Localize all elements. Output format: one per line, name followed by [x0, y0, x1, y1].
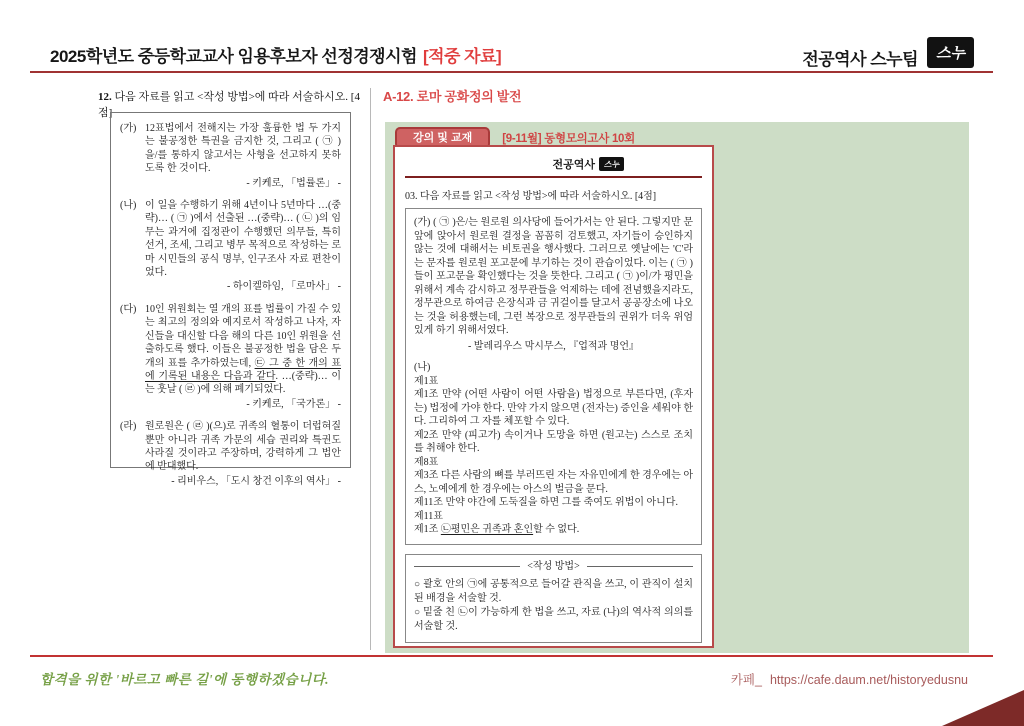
passage-da-label: (다) [120, 303, 137, 315]
card-snu-logo [599, 157, 624, 171]
answer-topic-title: A-12. 로마 공화정의 발전 [383, 89, 522, 104]
table8-article3: 제3조 다른 사람의 뼈를 부러뜨린 자는 자유민에게 한 경우에는 아스, 노예에게 한 경우에는 아스의 벌금을 문다. [414, 470, 693, 495]
card-brand-name: 전공역사 [552, 159, 595, 171]
passage-ra [120, 420, 341, 488]
card-brand-row [405, 154, 702, 178]
snu-logo-text: 스누 [936, 45, 965, 62]
card-passage-na-label: (나) [414, 362, 431, 373]
table11-article1-underlined: ㉡평민은 귀족과 혼인 [440, 524, 534, 535]
page-title [50, 42, 501, 67]
card-passage-box [405, 208, 702, 545]
passage-da-underlined: ㉢ 그 중 한 개의 표에 기록된 내용은 다음과 같다 [145, 357, 341, 382]
passage-ra-source: - 리비우스, 「도시 창건 이후의 역사」 - [171, 475, 341, 487]
question-03: 03. 다음 자료를 읽고 <작성 방법>에 따라 서술하시오. [4점] [405, 191, 657, 202]
column-divider [370, 88, 371, 650]
footer-divider [30, 655, 993, 657]
passage-na-text: 이 일을 수행하기 위해 4년이나 5년마다 …(중략)… ( ㉠ )에서 선출된 …(중략)… ( ㉡ )의 임무는 과거에 집정관이 수행했던 의무들, 특히 선거, 조세, 그리고 병무 목적으로 작성하는 로마 시민들의 공식 명부, 인구조사 자료 편찬이었다. [145, 200, 341, 279]
passage-na-label: (나) [120, 200, 137, 212]
passage-ra-label: (라) [120, 421, 137, 433]
card-passage-ga-source: - 발레리우스 막시무스, 『업적과 명언』 [467, 340, 640, 352]
mock-exam-info: [9-11월] 동형모의고사 10회 [502, 133, 635, 145]
header-divider [30, 71, 993, 73]
writing-method-title: <작성 방법> [527, 560, 580, 572]
passage-da-source: - 키케로, 「국가론」 - [246, 398, 341, 410]
exam-title-highlight: [적중 자료] [422, 47, 502, 66]
mock-exam-card [393, 145, 714, 648]
table1-heading: 제1표 [414, 375, 439, 387]
passage-ga [120, 122, 341, 190]
reference-panel [385, 122, 969, 653]
table1-article2: 제2조 만약 (피고가) 속이거나 도망을 하면 (원고는) 스스로 조치를 취해야 한다. [414, 429, 693, 454]
card-passage-ga: (가) ( ㉠ )은/는 원로원 의사당에 들어가서는 안 된다. 그렇지만 문 앞에 앉아서 원로원 결정을 꼼꼼히 검토했고, 자기들이 승인하지 않는 것에 대해서는 비토권을 행사했다. 그러므로 옛날에는 'C'라는 문자를 원로원 포고문에 부기하는 것이 관습이었다. 이는 ( ㉠ )들이 포고문을 확인했다는 것을 뜻한다. 그리고 ( ㉠ )이/가 평민을 위해서 계속 감시하고 정무관들을 억제하는 데에 전념했을지라도, 정무관으로 하여금 은장식과 금 귀걸이를 달고서 공공장소에 나오는 것을 허용했는데, 그런 복장으로 정무관들의 권위가 더욱 위엄 있게 하기 위해서였다. [414, 217, 693, 336]
cafe-label: 카페_ [730, 673, 762, 687]
table11-article1-post: 할 수 없다. [533, 524, 580, 535]
passage-da-text-post: . …(중략)… 이는 훗날 ( ㉣ )에 의해 폐기되었다. [145, 370, 341, 396]
lecture-material-badge: 강의 및 교재 [395, 127, 490, 149]
title-rule-left [414, 566, 520, 567]
passage-da [120, 303, 341, 411]
footer-cafe [731, 670, 968, 688]
passage-na-source: - 하이켈하임, 「로마사」 - [227, 281, 341, 293]
left-passage-box [110, 112, 351, 487]
title-rule-right [587, 566, 693, 567]
card-snu-logo-text: 스누 [603, 159, 620, 169]
passage-ra-text: 원로원은 ( ㉣ )(으)로 귀족의 혈통이 더럽혀질 뿐만 아니라 귀족 가문의 세습 권리와 특권도 사라질 것이라고 주장하며, 강력하게 그 법안에 반대했다. [145, 421, 341, 473]
table8-article11: 제11조 만약 야간에 도둑질을 하면 그를 죽여도 위법이 아니다. [414, 497, 678, 508]
question-12-number: 12. [98, 91, 112, 103]
question-12-text: 다음 자료를 읽고 <작성 방법>에 따라 서술하시오. [4점] [98, 91, 360, 119]
footer-slogan: 합격을 위한 '바르고 빠른 길'에 동행하겠습니다. [40, 672, 330, 687]
passage-ga-text: 12표법에서 전해지는 가장 훌륭한 법 두 가지는 불공정한 특권을 금지한 것, 그리고 ( ㉠ )을/를 통하지 않고서는 사형을 선고하지 못하도록 한 것이다. [145, 123, 341, 175]
table1-article1: 제1조 만약 (어떤 사람이 어떤 사람을) 법정으로 부른다면, (후자는) 법정에 가야 한다. 만약 가지 않으면 (전자는) 증인을 세워야 한다. 그리하여 그 자를 체포할 수 있다. [414, 389, 693, 427]
table11-heading: 제11표 [414, 510, 443, 522]
exam-title: 2025학년도 중등학교교사 임용후보자 선정경쟁시험 [50, 47, 417, 66]
writing-method-box [405, 554, 702, 643]
passage-na [120, 199, 341, 294]
snu-logo [927, 37, 974, 68]
table11-article1 [414, 523, 693, 537]
team-name: 전공역사 스누팀 [802, 50, 918, 69]
writing-method-item-1: ○ 괄호 안의 ㉠에 공통적으로 들어갈 관직을 쓰고, 이 관직이 설치된 배경을 서술할 것. [414, 578, 693, 604]
writing-method-title-row [414, 560, 693, 574]
cafe-url[interactable]: https://cafe.daum.net/historyedusnu [769, 673, 968, 687]
passage-ga-source: - 키케로, 「법률론」 - [246, 177, 341, 189]
table11-article1-pre: 제1조 [414, 524, 441, 535]
table8-heading: 제8표 [414, 456, 439, 468]
passage-da-text-pre: 10인 위원회는 열 개의 표를 법률이 가질 수 있는 최고의 정의와 예지로서 작성하고 나자, 자신들을 대신할 다음 해의 다른 10인 위원을 선출하도록 했다. 이들은 불공정한 법을 담은 두 개의 표를 추가하였는데, [145, 303, 341, 369]
passage-ga-label: (가) [120, 123, 137, 134]
writing-method-item-2: ○ 밑줄 친 ㉡이 가능하게 한 법을 쓰고, 자료 (나)의 역사적 의의를 서술할 것. [414, 606, 693, 632]
corner-ribbon [942, 690, 1024, 726]
